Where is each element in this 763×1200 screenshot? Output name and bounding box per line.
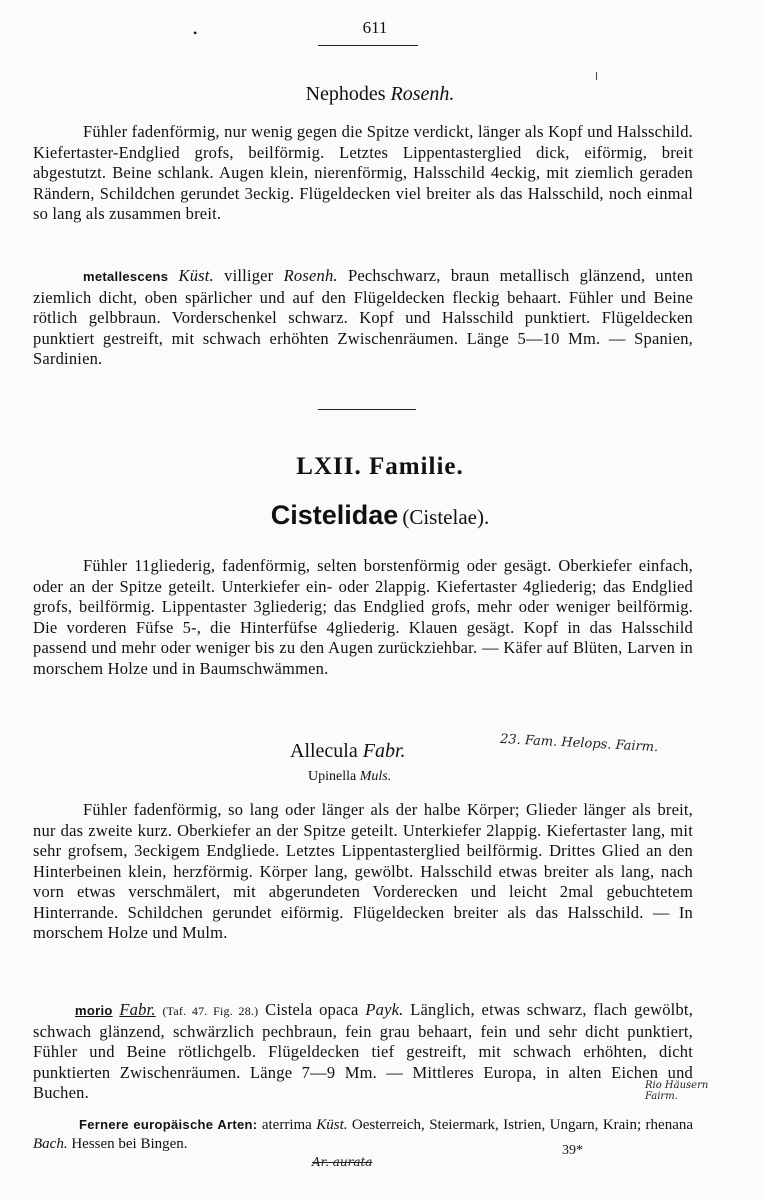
nephodes-description: Fühler fadenförmig, nur wenig gegen die Spitze verdickt, länger als Kopf und Halsschild. Kiefertaster-Endglied grofs, beilförmig. Letztes Lippentasterglied dick, eiförmig, breit abgestutzt. Beine schlank. Augen klein, nierenförmig, Halsschild 4eckig, mit ziemlich geraden Rändern, Schildchen gerundet 3eckig. Flügeldecken viel breiter als das Halsschild, noch einmal so lang als zusammen breit. xyxy=(33,122,693,223)
genus-author: Fabr. xyxy=(362,740,406,762)
species-metallescens xyxy=(33,266,693,370)
page-number-rule xyxy=(318,45,418,46)
species-text: Pechschwarz, braun metallisch glänzend, unten ziemlich dicht, oben spärlicher und auf den Flügeldecken fleckig behaart. Fühler und Beine rötlich gelbbraun. Vorderschenkel schwarz. Kopf und Halsschild punktiert. Flügeldecken punktiert gestreift, mit schwach erhöhten Zwischenräumen. Länge 5—10 Mm. — Spanien, Sardinien. xyxy=(33,266,694,368)
handwritten-footer-note: Ar. aurata xyxy=(312,1155,373,1169)
species-morio xyxy=(33,1000,693,1104)
other-species-text-1: aterrima xyxy=(261,1117,312,1133)
genus-heading-nephodes xyxy=(200,83,560,106)
species-synonym-author: Payk. xyxy=(365,1000,404,1019)
species-author: Küst. xyxy=(178,266,214,285)
dot-mark: • xyxy=(193,26,198,40)
species-author: Fabr. xyxy=(119,1000,156,1019)
page-number: 611 xyxy=(362,18,388,37)
species-synonym: villiger xyxy=(224,266,274,285)
genus-heading-allecula xyxy=(290,740,406,763)
family-description: Fühler 11gliederig, fadenförmig, selten borstenförmig oder gesägt. Oberkiefer einfach, oder an der Spitze geteilt. Unterkiefer ein- oder 2lappig. Kiefertaster 4gliederig; das Endglied grofs, beilförmig. Lippentaster 3gliederig; das Endglied grofs, mehr oder weniger beilförmig. Die vorderen Füfse 5-, die Hinterfüfse 4gliederig. Klauen gesägt. Kopf in das Halsschild passend und mehr oder weniger bis zu den Augen zurückziehbar. — Käfer auf Blüten, Larven in morschem Holze und in Baumschwämmen. xyxy=(33,556,693,678)
other-species-text-3: Hessen bei Bingen. xyxy=(71,1136,188,1152)
signature-mark: 39* xyxy=(562,1143,583,1158)
family-number-title: LXII. Familie. xyxy=(296,453,464,480)
genus-name: Nephodes xyxy=(305,83,386,105)
family-name: Cistelidae xyxy=(270,500,399,530)
species-synonym: Cistela opaca xyxy=(265,1000,359,1019)
subgenus-name: Upinella xyxy=(308,769,357,784)
section-divider xyxy=(318,409,416,410)
other-species-author-2: Bach. xyxy=(33,1136,68,1152)
subgenus-author: Muls. xyxy=(359,769,392,784)
subgenus-heading xyxy=(308,769,391,785)
genus-name: Allecula xyxy=(290,740,358,762)
other-species-label: Fernere europäische Arten: xyxy=(79,1117,258,1132)
handwritten-note: 23. Fam. Helops. Fairm. xyxy=(499,731,659,756)
family-name-heading xyxy=(150,500,610,531)
species-name: metallescens xyxy=(83,269,169,284)
allecula-description: Fühler fadenförmig, so lang oder länger als der halbe Körper; Glieder länger als breit, nur das zweite kurz. Oberkiefer an der Spitze geteilt. Unterkiefer 2lappig. Kiefertaster lang, mit sehr grofsem, 3eckigem Endgliede. Letztes Lippentasterglied beilförmig. Drittes Glied an den Hinterbeinen klein, herzförmig. Körper lang, gewölbt. Halsschild etwas breiter als lang, nach vorn etwas verschmälert, mit abgerundeten Vorderecken und leicht 2mal gebuchtetem Hinterrande. Schildchen gerundet eiförmig. Flügeldecken breiter als das Halsschild. — In morschem Holze und Mulm. xyxy=(33,800,693,942)
other-species-text-2: Oesterreich, Steiermark, Istrien, Ungarn, Krain; rhenana xyxy=(351,1117,694,1133)
other-species-author-1: Küst. xyxy=(316,1117,348,1133)
species-plate-ref: (Taf. 47. Fig. 28.) xyxy=(162,1004,259,1018)
margin-tick xyxy=(596,72,597,80)
species-text: Länglich, etwas schwarz, flach gewölbt, schwach glänzend, schwärzlich pechbraun, fein grau behaart, fein und sehr dicht punktiert, Fühler und Beine rötlichgelb. Flügeldecken tief gestreift, mit schwach erhöhten, dicht punktierten Zwischenräumen. Länge 7—9 Mm. — Mittleres Europa, in alten Eichen und Buchen. xyxy=(33,1000,694,1102)
handwritten-species-note: Rio Häusern Fairm. xyxy=(645,1080,709,1102)
other-species xyxy=(33,1115,693,1154)
family-alt-name: (Cistelae). xyxy=(402,505,490,529)
genus-author: Rosenh. xyxy=(390,83,455,105)
species-synonym-author: Rosenh. xyxy=(283,266,338,285)
species-name: morio xyxy=(75,1003,113,1018)
